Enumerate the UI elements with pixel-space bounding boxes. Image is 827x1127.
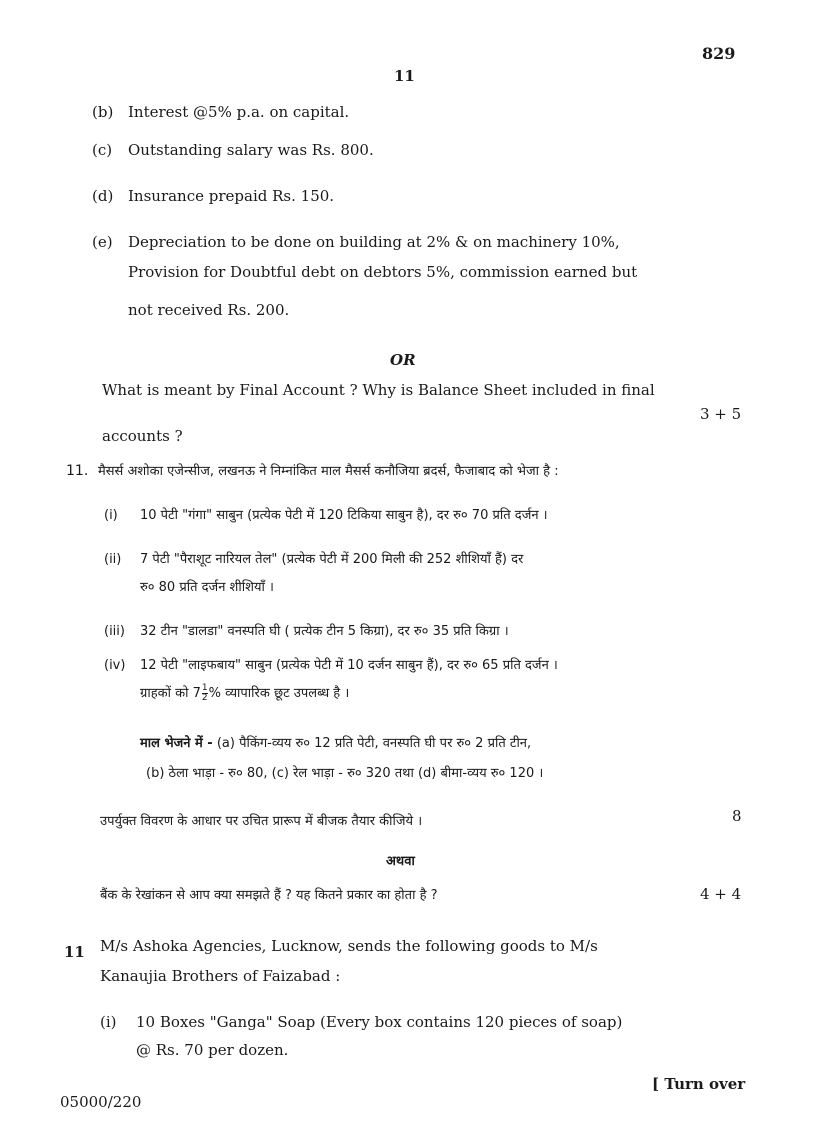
fraction-denominator: 2	[201, 693, 208, 703]
page-number: 829	[702, 44, 736, 63]
q11-en-item-i-line2: @ Rs. 70 per dozen.	[136, 1041, 289, 1059]
footer-code: 05000/220	[60, 1093, 142, 1111]
or-divider: OR	[390, 351, 416, 369]
item-text: Interest @5% p.a. on capital.	[128, 103, 350, 121]
item-b	[92, 102, 349, 122]
turn-over: [ Turn over	[652, 1075, 746, 1093]
q11-hi-intro: मैसर्स अशोका एजेन्सीज, लखनऊ ने निम्नांकित माल मैसर्स कनौजिया ब्रदर्स, फैजाबाद को भेजा है :	[98, 464, 559, 479]
item-label: (c)	[92, 141, 113, 159]
item-c	[92, 140, 374, 160]
or-question-line1: What is meant by Final Account ? Why is Balance Sheet included in final	[102, 381, 655, 399]
q11-en-intro-line2: Kanaujia Brothers of Faizabad :	[100, 967, 341, 985]
item-label: (i)	[100, 1013, 117, 1031]
q11-hi-shipping-line1	[140, 734, 531, 753]
fraction-numerator: 1	[201, 683, 208, 693]
q11-hi-alt-question: बैंक के रेखांकन से आप क्या समझते हैं ? यह कितने प्रकार का होता है ?	[100, 888, 438, 903]
item-text: Depreciation to be done on building at 2% & on machinery 10%,	[128, 233, 620, 251]
q11-hi-instruction: उपर्युक्त विवरण के आधार पर उचित प्रारूप में बीजक तैयार कीजिये ।	[100, 814, 423, 829]
item-label: (b)	[92, 103, 114, 121]
item-label: (iii)	[104, 624, 125, 639]
discount-suffix: % व्यापारिक छूट उपलब्ध है ।	[208, 686, 350, 701]
q11-hi-number: 11.	[66, 463, 89, 479]
q11-hi-item-iii	[104, 622, 509, 641]
q11-hi-alt-marks: 4 + 4	[700, 885, 742, 903]
item-e	[92, 232, 620, 252]
item-text: Insurance prepaid Rs. 150.	[128, 187, 335, 205]
item-text: 7 पेटी "पैराशूट नारियल तेल" (प्रत्येक पेटी में 200 मिली की 252 शीशियाँ हैं) दर	[140, 552, 524, 567]
shipping-heading: माल भेजने में -	[140, 736, 213, 751]
q11-hi-discount	[140, 684, 349, 703]
q11-hi-item-iv	[104, 656, 558, 675]
section-number: 11	[394, 67, 415, 85]
q11-en-item-i	[100, 1012, 622, 1032]
q11-hi-marks: 8	[732, 807, 742, 825]
item-label: (ii)	[104, 552, 122, 567]
q11-hi-shipping-line2: (b) ठेला भाड़ा - रु० 80, (c) रेल भाड़ा - रु० 320 तथा (d) बीमा-व्यय रु० 120 ।	[146, 766, 544, 781]
item-label: (e)	[92, 233, 113, 251]
q11-hi-item-i	[104, 506, 548, 525]
item-d	[92, 186, 334, 206]
q11-en-intro-line1: M/s Ashoka Agencies, Lucknow, sends the following goods to M/s	[100, 937, 598, 955]
item-text: Outstanding salary was Rs. 800.	[128, 141, 374, 159]
item-label: (i)	[104, 508, 118, 523]
item-e-line3: not received Rs. 200.	[128, 301, 290, 319]
q11-hi-item-ii-line2: रु० 80 प्रति दर्जन शीशियाँ ।	[140, 580, 274, 595]
item-label: (iv)	[104, 658, 126, 673]
or-hi-divider: अथवा	[386, 854, 415, 869]
or-question-marks: 3 + 5	[700, 405, 742, 423]
shipping-text: (a) पैकिंग-व्यय रु० 12 प्रति पेटी, वनस्पति घी पर रु० 2 प्रति टीन,	[216, 736, 532, 751]
item-text: 12 पेटी "लाइफबाय" साबुन (प्रत्येक पेटी में 10 दर्जन साबुन हैं), दर रु० 65 प्रति दर्जन ।	[140, 658, 558, 673]
item-text: 10 Boxes "Ganga" Soap (Every box contains 120 pieces of soap)	[136, 1013, 623, 1031]
item-text: 10 पेटी "गंगा" साबुन (प्रत्येक पेटी में 120 टिकिया साबुन है), दर रु० 70 प्रति दर्जन ।	[140, 508, 548, 523]
q11-en-number: 11	[64, 943, 85, 961]
item-label: (d)	[92, 187, 114, 205]
discount-prefix: ग्राहकों को 7	[140, 686, 201, 701]
item-text: 32 टीन "डालडा" वनस्पति घी ( प्रत्येक टीन 5 किग्रा), दर रु० 35 प्रति किग्रा ।	[140, 624, 509, 639]
item-e-line2: Provision for Doubtful debt on debtors 5%, commission earned but	[128, 263, 638, 281]
fraction-half	[202, 684, 208, 703]
or-question-line2: accounts ?	[102, 427, 183, 445]
q11-hi-item-ii	[104, 550, 523, 569]
